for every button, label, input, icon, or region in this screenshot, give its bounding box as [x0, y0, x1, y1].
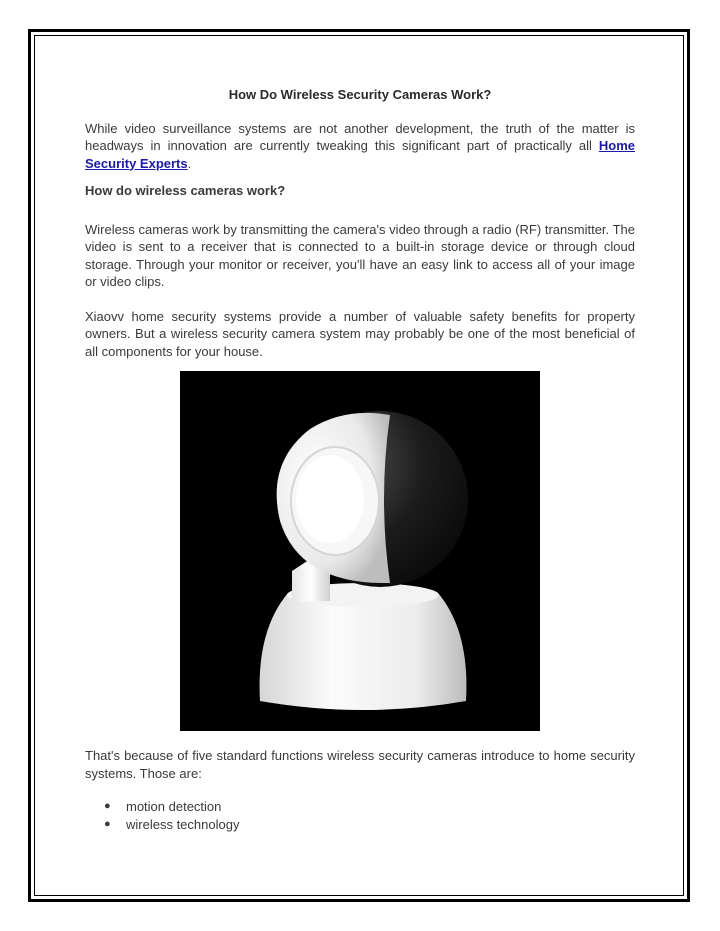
intro-text: While video surveillance systems are not another development, the truth of the matter is headways in innovation are currently tweaking this significant part of practically all — [85, 120, 635, 153]
paragraph-functions: That's because of five standard functions wireless security cameras introduce to home security systems. Those are: — [85, 748, 635, 781]
list-item — [85, 816, 635, 834]
intro-end: . — [187, 155, 192, 171]
bullet-icon: ● — [104, 817, 111, 830]
document-continued — [85, 747, 635, 833]
home-security-experts-link[interactable]: Home Security Experts — [85, 138, 635, 171]
paragraph-benefits: Xiaovv home security systems provide a number of valuable safety benefits for property owners. But a wireless security camera system may probably be one of the most beneficial of all components for your house. — [85, 308, 635, 359]
section-heading: How do wireless cameras work? — [85, 183, 286, 198]
intro-paragraph — [85, 120, 635, 173]
bullet-icon: ● — [104, 800, 111, 812]
functions-list — [85, 798, 635, 833]
paragraph-how-it-works: Wireless cameras work by transmitting the camera's video through a radio (RF) transmitter. The video is sent to a receiver that is connected to a built-in storage device or through cloud storage. Through your monitor or receiver, you'll have an easy link to access all of your image or video clips. — [85, 221, 635, 289]
camera-illustration — [180, 371, 540, 731]
page-title: How Do Wireless Security Cameras Work? — [228, 87, 492, 102]
list-item — [85, 798, 635, 816]
list-item-text: motion detection — [126, 799, 222, 814]
security-camera-image — [180, 371, 540, 731]
document-body — [85, 86, 635, 360]
list-item-text: wireless technology — [126, 816, 240, 832]
